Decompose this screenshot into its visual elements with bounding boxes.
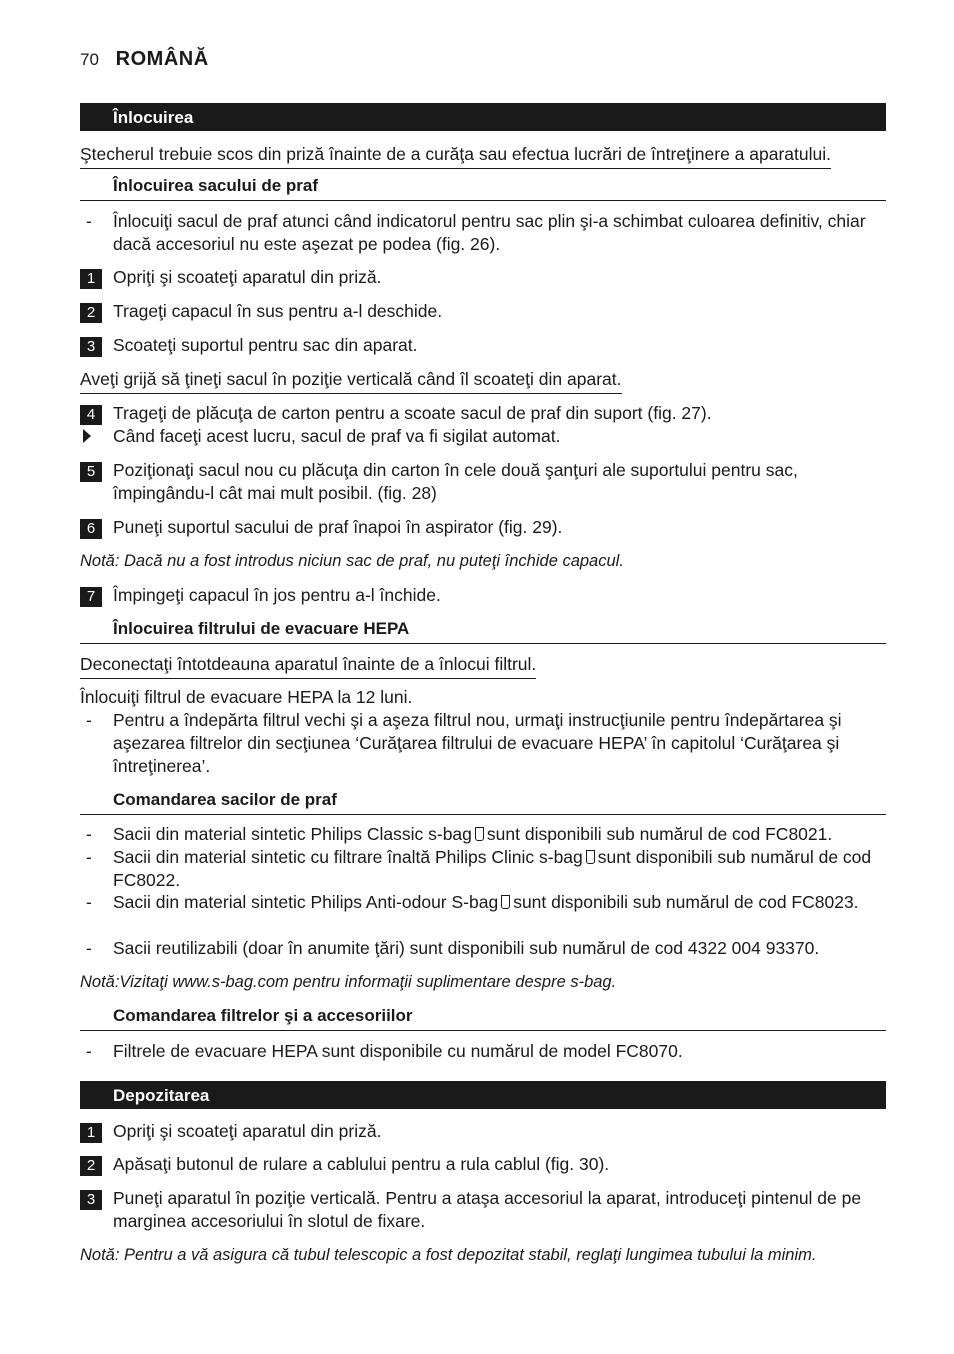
s-bag-icon [501,895,510,909]
step-2: 2 Trageţi capacul în sus pentru a-l deschide. [80,300,886,323]
step-6: 6 Puneţi suportul sacului de praf înapoi în aspirator (fig. 29). [80,516,886,539]
dash-marker: - [86,710,92,730]
dash-marker: - [86,1041,92,1061]
step-number: 2 [80,303,102,323]
subsection-title-order-filters: Comandarea filtrelor şi a accesoriilor [80,1004,886,1031]
step-3: 3 Scoateţi suportul pentru sac din aparat. [80,334,886,357]
list-item: - Sacii reutilizabili (doar în anumite ţări) sunt disponibili sub numărul de cod 4322 004 93370. [80,937,886,960]
list-item: - Sacii din material sintetic Philips Classic s-bag sunt disponibili sub numărul de cod FC8021. [80,823,886,846]
s-bag-icon [586,850,595,864]
dash-marker: - [86,938,92,958]
list-item: - Sacii din material sintetic cu filtrare înaltă Philips Clinic s-bag sunt disponibili sub numărul de cod FC8022. [80,846,886,892]
step-number: 3 [80,1190,102,1210]
step-number: 1 [80,1123,102,1143]
section-title-replacement: Înlocuirea [80,103,886,131]
caution-upright-bag: Aveţi grijă să ţineţi sacul în poziţie verticală când îl scoateţi din aparat. [80,368,886,394]
note-telescopic-tube: Notă: Pentru a vă asigura că tubul telescopic a fost depozitat stabil, reglaţi lungimea tubului la minim. [80,1246,817,1264]
language-label: ROMÂNĂ [115,48,209,70]
step-number: 1 [80,269,102,289]
storage-step-1: 1 Opriţi şi scoateţi aparatul din priză. [80,1120,886,1143]
step-7: 7 Împingeţi capacul în jos pentru a-l închide. [80,584,886,607]
step-result: Când faceţi acest lucru, sacul de praf va fi sigilat automat. [80,425,886,449]
list-item: - Filtrele de evacuare HEPA sunt disponibile cu numărul de model FC8070. [80,1040,886,1063]
s-bag-icon [475,827,484,841]
subsection-title-order-bags: Comandarea sacilor de praf [80,788,886,815]
hepa-interval: Înlocuiţi filtrul de evacuare HEPA la 12 luni. [80,687,413,707]
step-4: 4 Trageţi de plăcuţa de carton pentru a scoate sacul de praf din suport (fig. 27). [80,402,886,425]
page-header [80,48,209,71]
section-title-storage: Depozitarea [80,1081,886,1109]
step-number: 6 [80,519,102,539]
storage-step-2: 2 Apăsaţi butonul de rulare a cablului pentru a rula cablul (fig. 30). [80,1153,886,1176]
list-item: - Înlocuiţi sacul de praf atunci când indicatorul pentru sac plin şi-a schimbat culoarea definitiv, chiar dacă accesoriul nu este aşezat pe podea (fig. 26). [80,210,886,256]
list-item: - Sacii din material sintetic Philips Anti-odour S-bag sunt disponibili sub numărul de cod FC8023. [80,891,886,914]
step-number: 5 [80,462,102,482]
list-item: - Pentru a îndepărta filtrul vechi şi a aşeza filtrul nou, urmaţi instrucţiunile pentru îndepărtarea şi aşezarea filtrelor din secţiunea ‘Curăţarea filtrului de evacuare HEPA’ în capitolul ‘Curăţarea şi întreţinerea’. [80,709,886,778]
subsection-title-dust-bag: Înlocuirea sacului de praf [80,174,886,201]
triangle-bullet-icon [83,429,91,443]
subsection-title-hepa: Înlocuirea filtrului de evacuare HEPA [80,617,886,644]
step-5: 5 Poziţionaţi sacul nou cu plăcuţa din carton în cele două şanţuri ale suportului pentru sac, împingându-l cât mai mult posibil. (fig. 28) [80,459,886,505]
step-number: 3 [80,337,102,357]
step-number: 2 [80,1156,102,1176]
page-number: 70 [80,50,99,69]
note-s-bag-website: Notă:Vizitaţi www.s-bag.com pentru informaţii suplimentare despre s-bag. [80,973,617,991]
step-1: 1 Opriţi şi scoateţi aparatul din priză. [80,266,886,289]
storage-step-3: 3 Puneţi aparatul în poziţie verticală. Pentru a ataşa accesoriul la aparat, introduceţi pintenul de pe marginea accesoriului în slotul de fixare. [80,1187,886,1233]
caution-disconnect: Deconectaţi întotdeauna aparatul înainte de a înlocui filtrul. [80,653,886,679]
dash-marker: - [86,211,92,231]
note-no-bag: Notă: Dacă nu a fost introdus niciun sac de praf, nu puteţi închide capacul. [80,552,624,570]
step-number: 4 [80,405,102,425]
dash-marker: - [86,824,92,844]
dash-marker: - [86,892,92,912]
dash-marker: - [86,847,92,867]
warning-unplug: Ştecherul trebuie scos din priză înainte de a curăţa sau efectua lucrări de întreţinere a aparatului. [80,143,886,169]
step-number: 7 [80,587,102,607]
